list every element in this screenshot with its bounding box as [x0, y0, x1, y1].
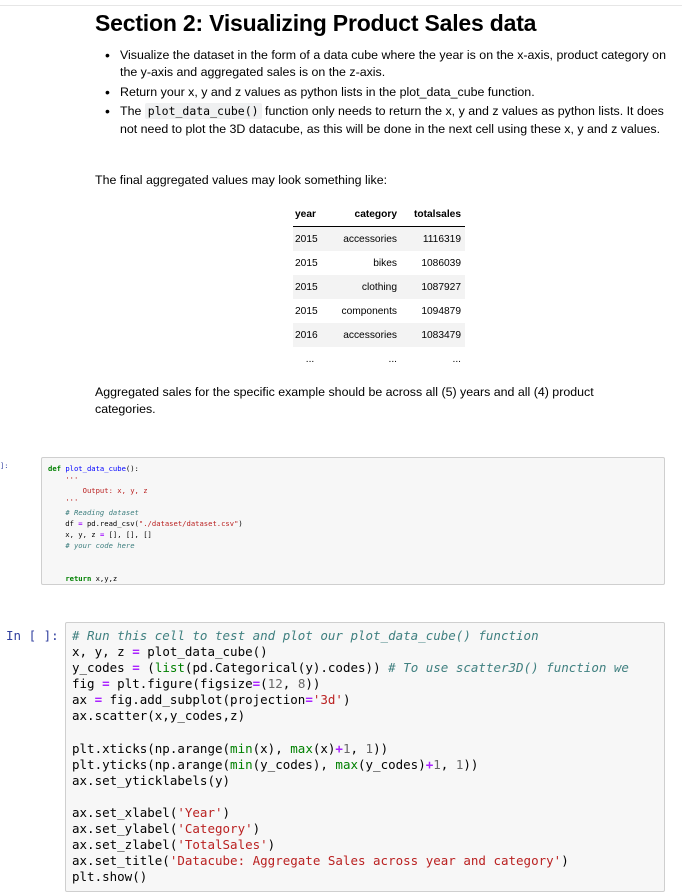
- code-token: 8: [297, 676, 306, 692]
- code-token: 1: [365, 740, 374, 756]
- code-token: =: [305, 692, 313, 708]
- code-token: (: [139, 660, 155, 676]
- code-token: =: [132, 644, 140, 660]
- cell-category: accessories: [329, 227, 401, 252]
- code-token: fig: [72, 676, 103, 692]
- code-token: # your code here: [65, 541, 135, 550]
- code-token: x, y, z: [72, 644, 133, 660]
- code-line: [72, 644, 658, 660]
- code-token: ''': [65, 475, 79, 484]
- code-token: 12: [267, 676, 283, 692]
- code-token: return: [65, 574, 92, 583]
- column-header-totalsales: totalsales: [401, 202, 465, 227]
- code-token: # Reading dataset: [65, 508, 139, 517]
- code-line: [72, 660, 658, 676]
- code-token: df: [48, 519, 79, 528]
- bullet-item: • Visualize the dataset in the form of a data cube where the year is on the x-axis, product category on the y-axis and aggregated sales is on the z-axis.: [120, 47, 680, 82]
- code-token: ): [342, 692, 351, 708]
- code-token: ,: [350, 740, 366, 756]
- code-token: (y_codes): [358, 756, 426, 772]
- section-title: Section 2: Visualizing Product Sales data: [95, 10, 537, 36]
- inline-code: plot_data_cube(): [145, 103, 262, 119]
- cell-prompt: In [ ]:: [6, 628, 59, 643]
- cell-totalsales: 1116319: [401, 227, 465, 252]
- code-token: min: [230, 756, 253, 772]
- aggregated-table: [293, 202, 465, 371]
- table-row: [293, 275, 465, 299]
- code-token: (x): [312, 740, 336, 756]
- cell-totalsales: 1086039: [421, 257, 461, 269]
- table-row: [293, 347, 465, 371]
- code-token: =: [99, 530, 105, 539]
- code-token: y_codes: [72, 660, 133, 676]
- code-token: 1: [455, 756, 464, 772]
- code-token: 1: [433, 756, 441, 772]
- code-token: )): [305, 676, 321, 692]
- code-token: ): [222, 805, 231, 821]
- code-token: ): [252, 821, 261, 837]
- column-header-category: category: [329, 202, 401, 227]
- code-token: Output: x, y, z: [48, 486, 148, 495]
- table-row: [293, 299, 465, 323]
- code-line: [72, 708, 658, 724]
- code-cell-plot-test[interactable]: [65, 622, 665, 892]
- code-token: plt.xticks(np.arange(: [72, 740, 231, 756]
- code-token: plot_data_cube(): [139, 644, 268, 660]
- code-line: [72, 757, 658, 773]
- code-token: ax.set_ylabel(: [72, 821, 178, 837]
- code-token: # To use scatter3D() function we: [388, 660, 629, 676]
- code-token: 'Category': [177, 821, 253, 837]
- cell-year: ...: [305, 353, 315, 365]
- code-token: max: [335, 756, 358, 772]
- aggregation-note: Aggregated sales for the specific example should be across all (5) years and all (4) product categories.: [95, 385, 594, 416]
- code-line: [48, 485, 658, 496]
- code-token: plt.show(): [72, 869, 148, 885]
- code-token: plt.yticks(np.arange(: [72, 756, 231, 772]
- code-token: x,y,z: [91, 574, 118, 583]
- code-token: +: [335, 740, 343, 756]
- code-line: [72, 853, 658, 869]
- cell-category: components: [341, 305, 397, 317]
- code-token: =: [78, 519, 83, 528]
- code-line: [72, 741, 658, 757]
- code-line: [48, 463, 658, 474]
- table-row: [293, 227, 465, 252]
- code-line: [72, 837, 658, 853]
- code-line: [72, 725, 658, 741]
- cell-category: accessories: [329, 323, 401, 347]
- code-token: [48, 497, 65, 506]
- code-line: [72, 789, 658, 805]
- final-values-text: The final aggregated values may look something like:: [95, 173, 388, 187]
- code-line: [72, 676, 658, 692]
- code-line: [48, 474, 658, 485]
- code-cell-plot-data-cube[interactable]: [41, 457, 665, 585]
- code-token: ): [267, 837, 276, 853]
- code-line: [72, 805, 658, 821]
- top-divider: [0, 5, 682, 6]
- code-token: pd.read_csv(: [82, 519, 139, 528]
- code-token: "./dataset/dataset.csv": [138, 519, 239, 528]
- bullet-item: • Return your x, y and z values as python lists in the plot_data_cube function.: [120, 84, 680, 101]
- instructions-list: [95, 47, 680, 140]
- code-token: x, y, z: [48, 530, 100, 539]
- cell-category: clothing: [329, 275, 401, 299]
- code-token: 'Year': [177, 805, 223, 821]
- code-token: ax: [72, 692, 95, 708]
- code-token: [], [], []: [104, 530, 152, 539]
- code-line: [48, 562, 658, 573]
- code-token: ,: [282, 676, 298, 692]
- code-line: [72, 821, 658, 837]
- bullet-item: [120, 103, 680, 138]
- code-token: ): [238, 519, 243, 528]
- code-line: [48, 507, 658, 518]
- code-editor[interactable]: [66, 623, 664, 891]
- cell-year: 2015: [295, 305, 318, 317]
- code-token: ): [561, 853, 569, 869]
- code-token: ,: [440, 756, 456, 772]
- code-token: (y_codes),: [252, 756, 336, 772]
- code-token: max: [290, 740, 313, 756]
- code-token: [48, 475, 65, 484]
- cell-year: 2015: [293, 227, 329, 252]
- code-token: plot_data_cube: [65, 464, 126, 473]
- code-editor[interactable]: [42, 458, 664, 589]
- code-line: [72, 628, 658, 644]
- code-token: =: [252, 676, 261, 692]
- code-token: )): [373, 740, 389, 756]
- code-token: [48, 508, 65, 517]
- code-token: fig.add_subplot(projection: [102, 692, 306, 708]
- code-token: =: [94, 692, 103, 708]
- code-token: ax.set_yticklabels(y): [72, 772, 231, 788]
- code-token: =: [132, 660, 140, 676]
- code-token: ax.set_zlabel(: [72, 837, 178, 853]
- code-line: [48, 540, 658, 551]
- code-token: (x),: [252, 740, 291, 756]
- code-line: [72, 869, 658, 885]
- bullet-text: The: [120, 104, 145, 119]
- cell-category: ...: [388, 353, 397, 365]
- code-token: 'Datacube: Aggregate Sales across year and category': [169, 853, 562, 869]
- cell-category: bikes: [373, 257, 397, 269]
- code-token: ax.set_xlabel(: [72, 805, 178, 821]
- code-line: [48, 529, 658, 540]
- code-token: 'TotalSales': [177, 837, 268, 853]
- cell-totalsales: ...: [452, 353, 461, 365]
- cell-year: 2015: [293, 275, 329, 299]
- code-token: +: [425, 756, 434, 772]
- code-token: 1: [342, 740, 351, 756]
- code-line: [48, 551, 658, 562]
- table-row: [293, 251, 465, 275]
- code-token: list: [154, 660, 185, 676]
- column-header-year: year: [293, 202, 329, 227]
- code-token: =: [102, 676, 110, 692]
- cell-year: 2015: [295, 257, 318, 269]
- code-token: plt.figure(figsize: [109, 676, 253, 692]
- code-line: [72, 692, 658, 708]
- code-token: )): [463, 756, 479, 772]
- table-row: [293, 323, 465, 347]
- code-token: ''': [65, 497, 79, 506]
- code-token: def: [48, 464, 66, 473]
- code-token: (: [260, 676, 268, 692]
- code-line: [48, 518, 658, 529]
- code-token: # Run this cell to test and plot our plot_data_cube() function: [72, 628, 539, 643]
- code-token: ax.set_title(: [72, 853, 170, 869]
- cell-year: 2016: [293, 323, 329, 347]
- code-token: (pd.Categorical(y).codes)): [184, 660, 389, 676]
- code-token: '3d': [312, 692, 343, 708]
- code-token: ():: [125, 464, 139, 473]
- code-token: ax.scatter(x,y_codes,z): [72, 708, 246, 724]
- cell-totalsales: 1087927: [401, 275, 465, 299]
- table-header-row: [293, 202, 465, 227]
- code-line: [72, 773, 658, 789]
- cell-totalsales: 1094879: [421, 305, 461, 317]
- cell-prompt: ]:: [0, 462, 9, 470]
- code-token: [48, 574, 65, 583]
- cell-totalsales: 1083479: [401, 323, 465, 347]
- code-token: [48, 541, 65, 550]
- bullet-text: function only needs to return the x, y and z values as python lists. It does not need to plot the 3D datacube, as this will be done in the next cell using these x, y and z values.: [120, 104, 664, 136]
- code-token: min: [230, 740, 253, 756]
- code-line: [48, 496, 658, 507]
- code-line: [48, 573, 658, 584]
